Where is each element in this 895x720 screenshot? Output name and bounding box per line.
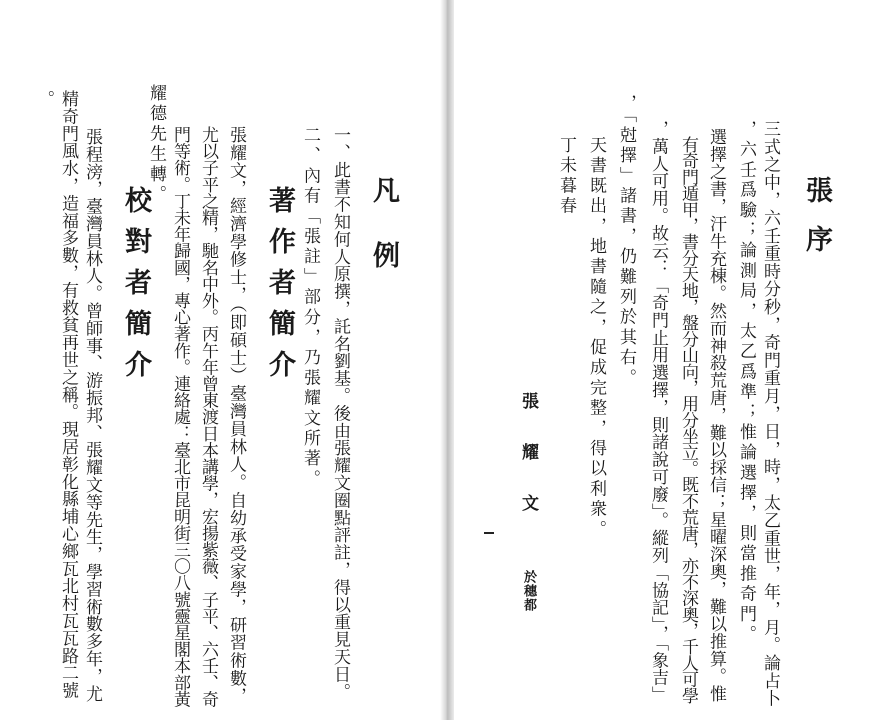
author-line: 張耀文，經濟學修士，（即碩士）臺灣員林人。自幼承受家學，研習術數，	[226, 126, 246, 705]
page-gutter	[440, 0, 454, 720]
preface-line: 三式之中，六壬重時分秒，奇門重月，日，時，太乙重世，年，月。論占卜	[760, 120, 780, 708]
signature-dash	[484, 532, 494, 534]
proofreader-line: 。	[34, 90, 54, 111]
preface-line: ，「尅擇」諸書，仍難列於其右。	[616, 94, 636, 389]
preface-line: ，萬人可用。故云：「奇門止用選擇，則諸說可廢」。縱列「協記」，「象吉」	[648, 120, 668, 704]
author-line: 尤以子平之精，馳名中外。丙午年曾東渡日本講學，宏揚紫薇、子平、六壬、奇	[198, 126, 218, 708]
proofreader-line: 精奇門風水，造福多數，有救貧再世之稱。現居彰化縣埔心鄉瓦北村瓦瓦路二號	[58, 90, 78, 699]
preface-signature-place: 於穗都	[521, 570, 536, 612]
proofreader-line: 張程滂，臺灣員林人。曾師事、游振邦、張耀文等先生，學習術數多年，尤	[82, 128, 102, 703]
preface-line: 有奇門遁甲，書分天地，盤分山向，用分坐立。既不荒唐，亦不深奧，千人可學	[678, 136, 698, 704]
preface-title: 張序	[801, 176, 832, 274]
preface-line: 天書既出，地書隨之，促成完整，得以利衆。	[586, 136, 606, 540]
preface-line: 選擇之書，汗牛充棟。然而神殺荒唐，難以採信；星曜深奧，難以推算。惟	[706, 128, 726, 703]
notes-title: 凡例	[368, 176, 399, 306]
preface-line: ，六壬爲驗；論測局，太乙爲準；惟論選擇，則當推奇門。	[736, 120, 756, 646]
notes-item: 一、此書不知何人原撰，託名劉基。後由張耀文圈點評註，得以重見天日。	[330, 126, 350, 701]
author-title: 著作者簡介	[264, 186, 295, 391]
preface-date: 丁未暮春	[556, 136, 576, 217]
author-line: 門等術。丁未年歸國，專心著作。連絡處：臺北市昆明街三〇八號靈星閣本部黃	[170, 126, 190, 708]
notes-item: 二、內有「張註」部分，乃張耀文所著。	[300, 126, 320, 490]
preface-signature-name: 張耀文	[518, 392, 538, 545]
author-line: 耀德先生轉。	[146, 84, 166, 206]
proofreader-title: 校對者簡介	[120, 186, 151, 391]
